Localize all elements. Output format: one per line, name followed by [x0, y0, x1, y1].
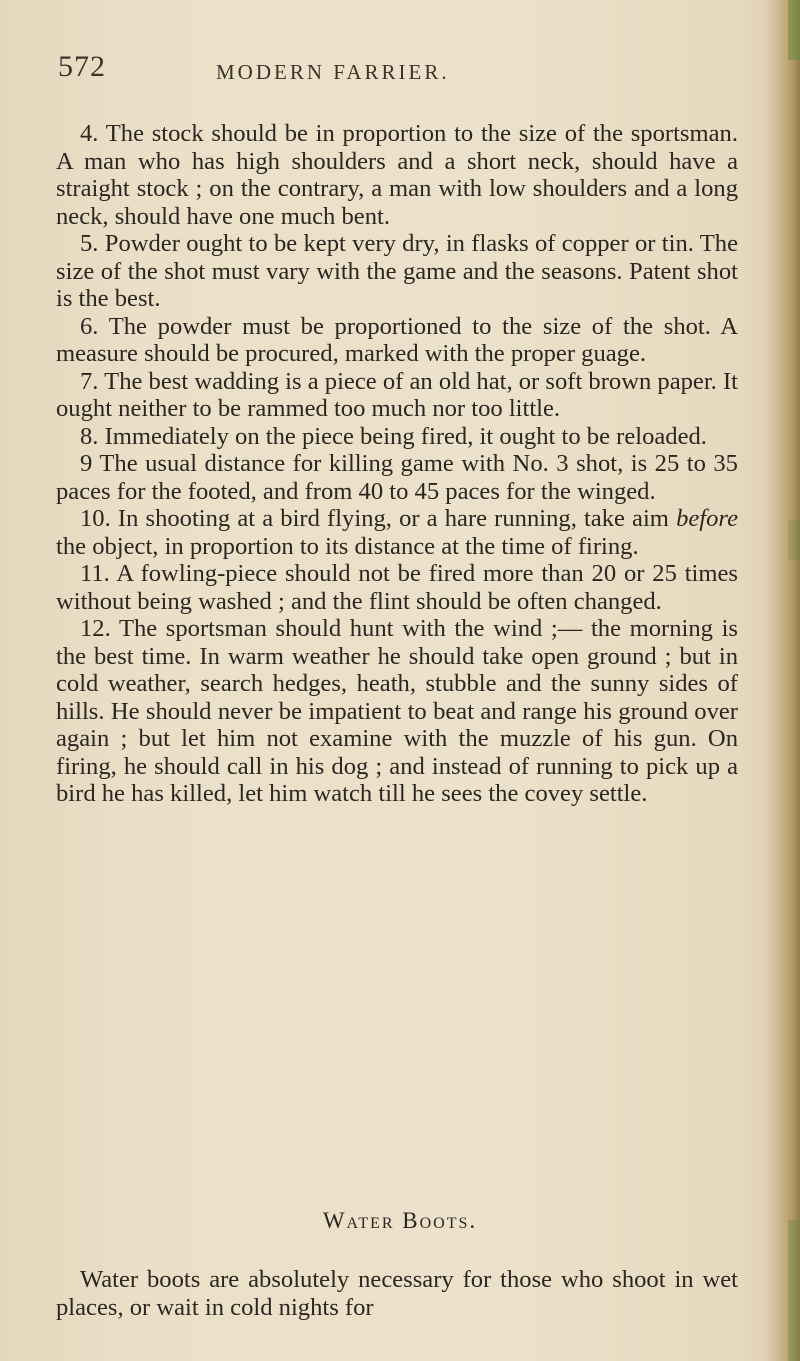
paragraph-4	[56, 120, 738, 230]
page-edge-shadow	[766, 0, 800, 1361]
paragraph-emphasis: before	[676, 505, 738, 532]
paragraph-number: 12.	[80, 615, 111, 642]
paragraph-7	[56, 368, 738, 423]
page-number: 572	[58, 50, 106, 83]
page-edge-stain	[788, 0, 800, 60]
paragraph-12	[56, 615, 738, 808]
paragraph-number: 7.	[80, 367, 99, 395]
paragraph-text: Powder ought to be kept very dry, in flasks of copper or tin. The size of the shot must vary with the game and the seasons. Patent shot is the best.	[56, 230, 738, 312]
paragraph-text: The stock should be in proportion to the size of the sportsman. A man who has high shoulders and a short neck, should have a straight stock ; on the contrary, a man with low shoulders and a long neck, should have one much bent.	[56, 120, 738, 230]
paragraph-text: The powder must be proportioned to the size of the shot. A measure should be procured, marked with the proper guage.	[56, 312, 738, 367]
paragraph-number: 4.	[80, 120, 99, 147]
paragraph-6	[56, 313, 738, 368]
paragraph-number: 9	[80, 450, 93, 477]
paragraph-10	[56, 505, 738, 560]
section-body	[56, 1266, 738, 1321]
body-text	[56, 120, 738, 808]
page-header	[58, 50, 748, 90]
paragraph-number: 5.	[80, 230, 99, 257]
paragraph-number: 6.	[80, 312, 99, 340]
paragraph-text: Immediately on the piece being fired, it ought to be reloaded.	[104, 422, 707, 450]
paragraph-text: the object, in proportion to its distance at the time of firing.	[56, 532, 639, 560]
paragraph-text: The sportsman should hunt with the wind ;— the morning is the best time. In warm weather he should take open ground ; but in cold weather, search hedges, heath, stubble and the sunny sides of hills. He should never be impatient to beat and range his ground over again ; but let him not examine with the muzzle of his gun. On firing, he should call in his dog ; and instead of running to pick up a bird he has killed, let him watch till he sees the covey settle.	[56, 615, 738, 807]
paragraph-text: The usual distance for killing game with No. 3 shot, is 25 to 35 paces for the footed, and from 40 to 45 paces for the winged.	[56, 450, 738, 505]
running-head: MODERN FARRIER.	[216, 60, 450, 84]
paragraph-8	[56, 423, 738, 451]
paragraph-text: In shooting at a bird flying, or a hare running, take aim	[117, 505, 677, 532]
paragraph-text: A fowling-piece should not be fired more than 20 or 25 times without being washed ; and the flint should be often changed.	[56, 560, 738, 615]
page-edge-stain	[788, 520, 800, 560]
paragraph-5	[56, 230, 738, 313]
paragraph-number: 8.	[80, 422, 99, 450]
section-paragraph: Water boots are absolutely necessary for those who shoot in wet places, or wait in cold nights for	[56, 1266, 738, 1321]
paragraph-text: The best wadding is a piece of an old hat, or soft brown paper. It ought neither to be rammed too much nor too little.	[56, 367, 738, 422]
section-heading: Water Boots.	[322, 1208, 478, 1233]
paragraph-9	[56, 450, 738, 505]
paragraph-number: 11.	[80, 560, 110, 587]
paragraph-number: 10.	[80, 505, 111, 532]
paragraph-11	[56, 560, 738, 615]
page-edge-stain	[788, 1220, 800, 1361]
